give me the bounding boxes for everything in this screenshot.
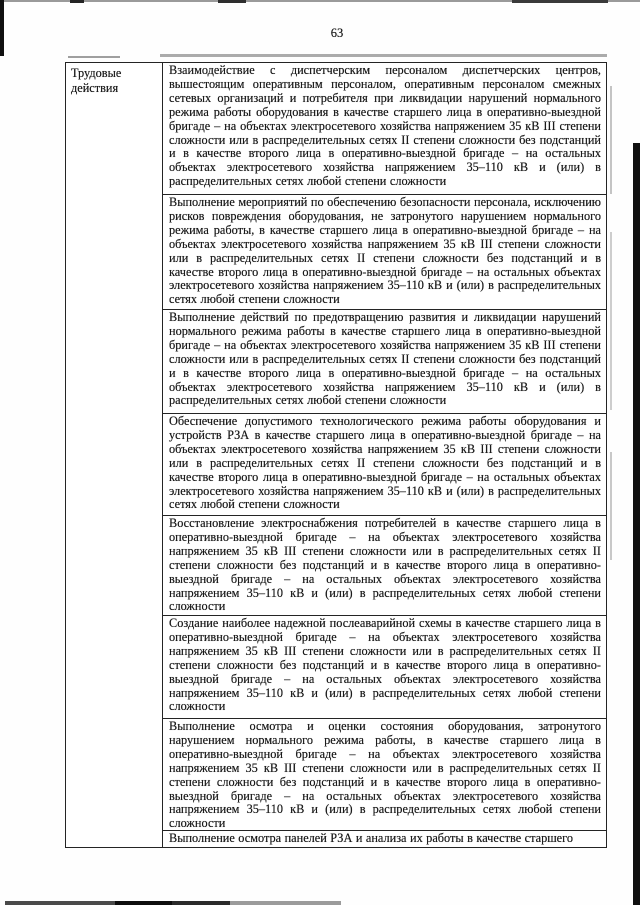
scan-artifact-top-dark-segment [70,0,84,3]
scan-artifact-smear [160,54,607,57]
scan-artifact-smear [68,56,120,58]
scan-artifact-vertical-dash [610,452,612,560]
table-cell-labor-action: Выполнение мероприятий по обеспечению безопасности персонала, исключению рисков повреждения оборудования, не затронутого нарушением нормального режима работы, в качестве старшего лица в оперативно-выездной бригаде – на объектах электросетевого хозяйства напряжением 35 кВ III степени сложности или в распределительных сетях II степени сложности без подстанций и в качестве второго лица в оперативно-выездной бригаде – на остальных объектах электросетевого хозяйства напряжением 35–110 кВ и (или) в распределительных сетях любой степени сложности [163,195,606,310]
labor-actions-table [65,62,607,848]
scan-artifact-vertical-dash [610,232,612,410]
labor-actions-list [163,63,606,847]
scan-artifact-top-dark-segment [218,0,246,3]
scan-artifact-top-dark-segment [512,0,608,3]
table-cell-labor-action: Выполнение осмотра и оценки состояния оборудования, затронутого нарушением нормального режима работы, в качестве старшего лица в оперативно-выездной бригаде – на объектах электросетевого хозяйства напряжением 35 кВ III степени сложности или в распределительных сетях II степени сложности без подстанций и в качестве второго лица в оперативно-выездной бригаде – на остальных объектах электросетевого хозяйства напряжением 35–110 кВ и (или) в распределительных сетях любой степени сложности [163,719,606,831]
table-cell-labor-action: Выполнение действий по предотвращению развития и ликвидации нарушений нормального режима работы в качестве старшего лица в оперативно-выездной бригаде – на объектах электросетевого хозяйства напряжением 35 кВ III степени сложности или в распределительных сетях II степени сложности без подстанций и в качестве второго лица в оперативно-выездной бригаде – на остальных объектах электросетевого хозяйства напряжением 35–110 кВ и (или) в распределительных сетях любой степени сложности [163,310,606,414]
page-number: 63 [330,26,344,40]
table-cell-labor-action: Создание наиболее надежной послеаварийной схемы в качестве старшего лица в оперативно-выездной бригаде – на объектах электросетевого хозяйства напряжением 35 кВ III степени сложности или в распределительных сетях II степени сложности без подстанций и в качестве второго лица в оперативно-выездной бригаде – на остальных объектах электросетевого хозяйства напряжением 35–110 кВ и (или) в распределительных сетях любой степени сложности [163,616,606,719]
table-cell-labor-action: Обеспечение допустимого технологического режима работы оборудования и устройств РЗА в качестве старшего лица в оперативно-выездной бригаде – на объектах электросетевого хозяйства напряжением 35 кВ III степени сложности или в распределительных сетях II степени сложности без подстанций и в качестве второго лица в оперативно-выездной бригаде – на остальных объектах электросетевого хозяйства напряжением 35–110 кВ и (или) в распределительных сетях любой степени сложности [163,414,606,516]
table-cell-labor-action: Восстановление электроснабжения потребителей в качестве старшего лица в оперативно-выездной бригаде – на объектах электросетевого хозяйства напряжением 35 кВ III степени сложности или в распределительных сетях II степени сложности без подстанций и в качестве второго лица в оперативно-выездной бригаде – на остальных объектах электросетевого хозяйства напряжением 35–110 кВ и (или) в распределительных сетях любой степени сложности [163,516,606,616]
table-cell-labor-action: Выполнение осмотра панелей РЗА и анализа их работы в качестве старшего [169,831,574,845]
table-row-header-labor-actions: Трудовые действия [66,63,163,847]
scan-artifact-left-edge-bar [0,0,4,56]
scan-artifact-vertical-dash [610,86,612,194]
scan-artifact-right-edge-bar [633,143,640,905]
scan-artifact-top-edge [0,0,640,2]
table-cell-labor-action: Взаимодействие с диспетчерским персоналом диспетчерских центров, вышестоящим оперативным персоналом, оперативным персоналом смежных сетевых организаций и потребителя при ликвидации нарушений нормального режима работы оборудования в качестве старшего лица в оперативно-выездной бригаде – на объектах электросетевого хозяйства напряжением 35 кВ III степени сложности или в распределительных сетях II степени сложности без подстанций и в качестве второго лица в оперативно-выездной бригаде – на остальных объектах электросетевого хозяйства напряжением 35–110 кВ и (или) в распределительных сетях любой степени сложности [163,63,606,195]
scan-artifact-bottom-edge-bar [0,901,640,905]
